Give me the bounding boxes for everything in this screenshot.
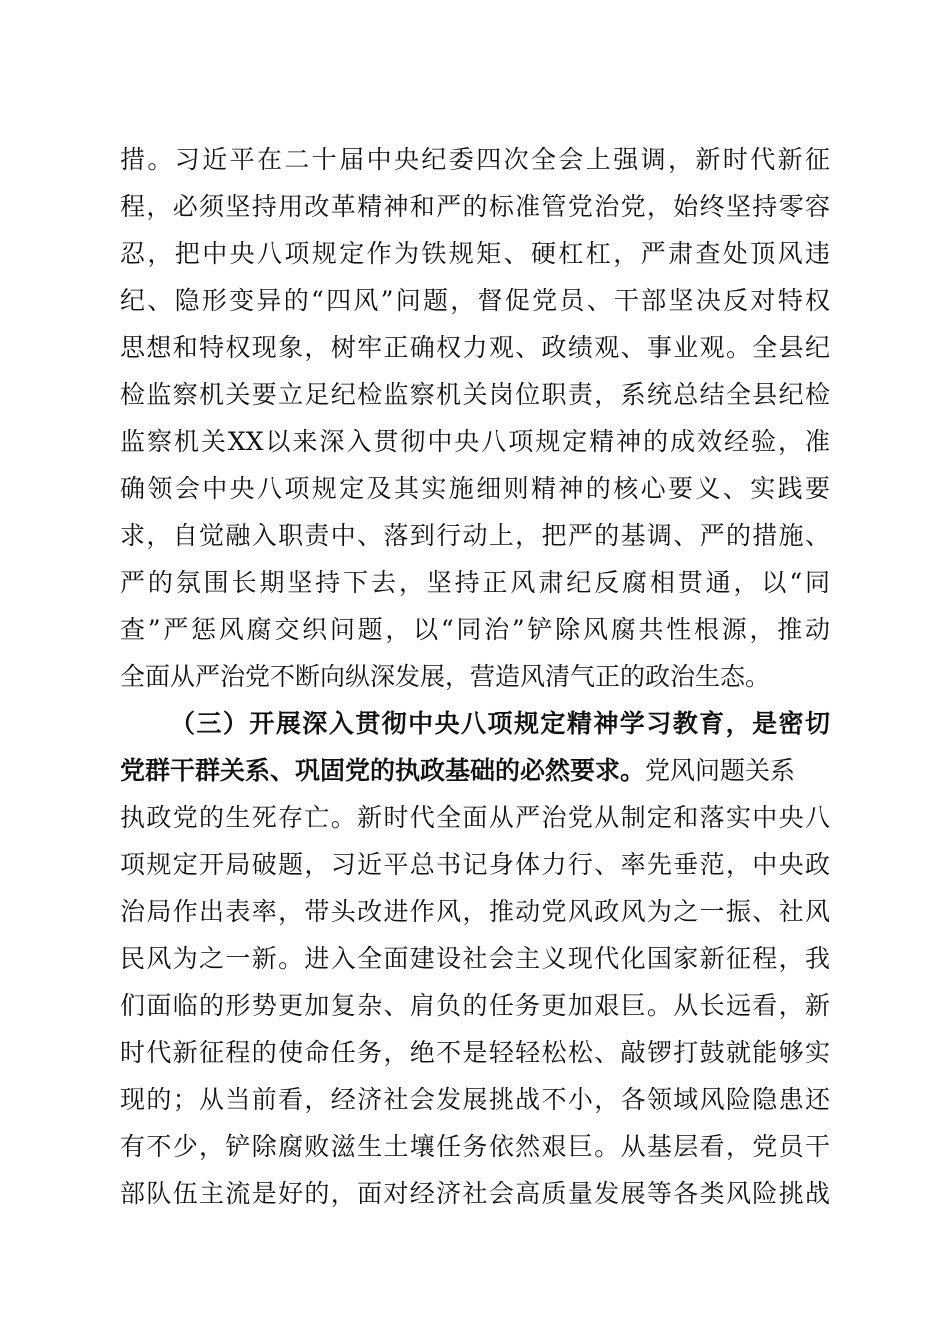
paragraph-line: 监察机关XX以来深入贯彻中央八项规定精神的成效经验，准 xyxy=(120,427,830,456)
paragraph-line: 项规定开局破题，习近平总书记身体力行、率先垂范，中央政 xyxy=(120,850,830,879)
paragraph-line: 确领会中央八项规定及其实施细则精神的核心要义、实践要 xyxy=(120,474,830,503)
paragraph-line: 治局作出表率，带头改进作风，推动党风政风为之一振、社风 xyxy=(120,897,830,926)
section-heading-line: （三）开展深入贯彻中央八项规定精神学习教育，是密切 xyxy=(170,709,830,738)
paragraph-line: 民风为之一新。进入全面建设社会主义现代化国家新征程，我 xyxy=(120,944,830,973)
paragraph-line: 思想和特权现象，树牢正确权力观、政绩观、事业观。全县纪 xyxy=(120,333,830,362)
paragraph-line: 们面临的形势更加复杂、肩负的任务更加艰巨。从长远看，新 xyxy=(120,991,830,1020)
paragraph-line: 现的；从当前看，经济社会发展挑战不小，各领域风险隐患还 xyxy=(120,1085,830,1114)
paragraph-line: 执政党的生死存亡。新时代全面从严治党从制定和落实中央八 xyxy=(120,803,830,832)
paragraph-line: 全面从严治党不断向纵深发展，营造风清气正的政治生态。 xyxy=(120,662,771,691)
paragraph-line: 有不少，铲除腐败滋生土壤任务依然艰巨。从基层看，党员干 xyxy=(120,1132,830,1161)
paragraph-line: 纪、隐形变异的“四风”问题，督促党员、干部坚决反对特权 xyxy=(120,286,830,315)
paragraph-line: 求，自觉融入职责中、落到行动上，把严的基调、严的措施、 xyxy=(120,521,830,550)
paragraph-line: 忍，把中央八项规定作为铁规矩、硬杠杠，严肃查处顶风违 xyxy=(120,239,830,268)
section-heading-tail: 党群干群关系、巩固党的执政基础的必然要求。 xyxy=(120,756,646,785)
paragraph-line xyxy=(120,751,830,791)
paragraph-line: 措。习近平在二十届中央纪委四次全会上强调，新时代新征 xyxy=(120,145,830,174)
paragraph-text: 党风问题关系 xyxy=(645,756,796,785)
paragraph-line: 部队伍主流是好的，面对经济社会高质量发展等各类风险挑战 xyxy=(120,1179,830,1208)
paragraph-line: 查”严惩风腐交织问题，以“同治”铲除风腐共性根源，推动 xyxy=(120,615,830,644)
paragraph-line: 程，必须坚持用改革精神和严的标准管党治党，始终坚持零容 xyxy=(120,192,830,221)
paragraph-line: 时代新征程的使命任务，绝不是轻轻松松、敲锣打鼓就能够实 xyxy=(120,1038,830,1067)
paragraph-line: 检监察机关要立足纪检监察机关岗位职责，系统总结全县纪检 xyxy=(120,380,830,409)
paragraph-line: 严的氛围长期坚持下去，坚持正风肃纪反腐相贯通，以“同 xyxy=(120,568,830,597)
